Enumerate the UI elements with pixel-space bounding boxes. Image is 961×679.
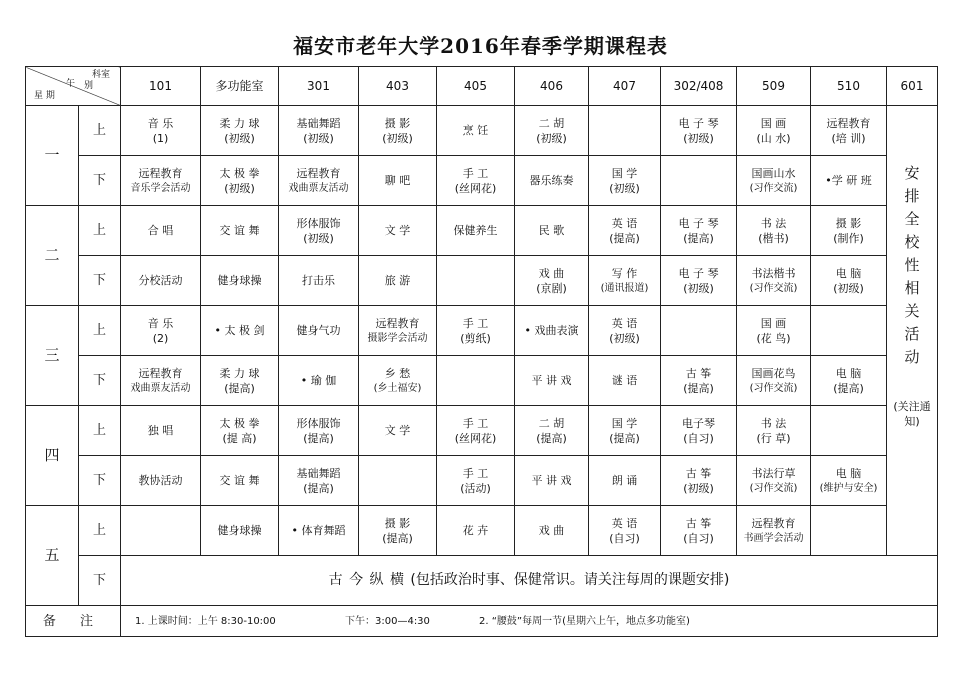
course-name: 独 唱: [147, 424, 174, 437]
course-name: 器乐练奏: [529, 174, 574, 187]
course-cell: [515, 456, 589, 506]
course-detail: 摄影学会活动: [367, 332, 428, 344]
course-cell: [589, 256, 661, 306]
note-drum-class: 2. “腰鼓”每周一节(星期六上午，地点多功能室): [479, 615, 690, 627]
course-name: • 太 极 剑: [214, 324, 265, 337]
notes-label: 备 注: [26, 606, 121, 637]
course-name: 基础舞蹈: [296, 116, 341, 130]
course-cell: [437, 356, 515, 406]
course-name: 二 胡: [538, 116, 565, 130]
course-name: 电 脑: [835, 466, 862, 480]
course-name: 书法行草: [751, 466, 796, 480]
course-cell: [359, 306, 437, 356]
weekday-cell: 三: [26, 306, 79, 406]
course-cell: [515, 156, 589, 206]
corner-separator-label: 别: [84, 81, 94, 91]
course-name: 文 学: [384, 224, 411, 237]
course-name: 太 极 拳: [219, 416, 260, 430]
course-name: 国 画: [760, 116, 787, 130]
course-cell: [359, 106, 437, 156]
course-cell: [279, 356, 359, 406]
schedule-row: [26, 556, 938, 606]
half-day-cell: 上: [79, 406, 121, 456]
course-cell: [811, 406, 887, 456]
course-cell: [279, 206, 359, 256]
course-cell: [661, 206, 737, 256]
course-name: 摄 影: [384, 516, 411, 530]
half-day-cell: 下: [79, 556, 121, 606]
schedule-row: [26, 206, 938, 256]
course-name: 乡 愁: [384, 366, 411, 380]
course-name: 手 工: [462, 416, 489, 430]
notes-cell: [121, 606, 938, 637]
course-cell: [359, 456, 437, 506]
course-name: 花 卉: [462, 524, 489, 537]
course-name: 英 语: [611, 516, 638, 530]
course-name: 电 子 琴: [678, 216, 719, 230]
course-name: 书 法: [760, 216, 787, 230]
course-cell: [661, 256, 737, 306]
course-name: 国画花鸟: [751, 366, 796, 380]
note-afternoon-time: 下午：3:00—4:30: [345, 615, 430, 627]
course-name: 分校活动: [138, 274, 183, 287]
course-name: 电 子 琴: [678, 116, 719, 130]
course-name: 书 法: [760, 416, 787, 430]
course-name: 国 学: [611, 416, 638, 430]
course-cell: [589, 306, 661, 356]
schedule-row: [26, 106, 938, 156]
corner-classroom-label: 科室: [91, 70, 110, 80]
course-cell: [661, 456, 737, 506]
course-cell: [515, 206, 589, 256]
schedule-row: [26, 456, 938, 506]
course-name: 电 子 琴: [678, 266, 719, 280]
course-cell: [589, 156, 661, 206]
course-cell: [811, 156, 887, 206]
course-name: 手 工: [462, 166, 489, 180]
header-row: [26, 67, 938, 106]
course-name: 打击乐: [302, 274, 335, 287]
course-cell: [121, 306, 201, 356]
room-header: 509: [737, 67, 811, 106]
course-detail: (提 高): [222, 431, 257, 445]
course-cell: [437, 456, 515, 506]
course-detail: (京剧): [536, 281, 567, 295]
course-cell: [811, 356, 887, 406]
course-detail: (初级): [536, 131, 567, 145]
course-cell: [737, 156, 811, 206]
room-header: 406: [515, 67, 589, 106]
course-name: 国画山水: [751, 166, 796, 180]
header-corner-cell: [26, 67, 121, 106]
course-name: 朗 诵: [611, 474, 638, 487]
course-name: 远程教育: [751, 516, 796, 530]
course-name: 旅 游: [384, 274, 411, 287]
course-cell: [737, 256, 811, 306]
course-cell: [589, 506, 661, 556]
course-detail: (初级): [303, 131, 334, 145]
course-name: 平 讲 戏: [531, 374, 572, 387]
course-name: 古 筝: [685, 516, 712, 530]
course-detail: (丝网花): [454, 181, 497, 195]
course-name: 摄 影: [384, 116, 411, 130]
schedule-row: [26, 256, 938, 306]
course-detail: (培 训): [831, 131, 866, 145]
course-cell: [121, 256, 201, 306]
course-cell: [589, 206, 661, 256]
course-cell: [121, 206, 201, 256]
course-detail: (1): [152, 131, 169, 145]
schedule-row: [26, 356, 938, 406]
notes-row: [26, 606, 938, 637]
half-day-cell: 上: [79, 206, 121, 256]
course-name: 书法楷书: [751, 266, 796, 280]
course-detail: (初级): [303, 231, 334, 245]
room-header: 601: [887, 67, 938, 106]
course-name: 交 谊 舞: [219, 224, 260, 237]
course-name: 古 筝: [685, 466, 712, 480]
course-name: • 体育舞蹈: [291, 524, 346, 537]
course-name: • 戏曲表演: [524, 324, 579, 337]
half-day-cell: 上: [79, 306, 121, 356]
course-name: 戏 曲: [538, 266, 565, 280]
course-cell: [437, 256, 515, 306]
course-cell: [121, 356, 201, 406]
course-detail: (自习): [683, 531, 714, 545]
course-cell: [359, 256, 437, 306]
course-cell: [201, 106, 279, 156]
course-cell: [437, 306, 515, 356]
room-header: 510: [811, 67, 887, 106]
course-detail: (初级): [683, 281, 714, 295]
course-cell: [121, 506, 201, 556]
course-name: 远程教育: [296, 166, 341, 180]
course-name: 教协活动: [138, 474, 183, 487]
course-detail: (楷书): [758, 231, 789, 245]
course-cell: [661, 106, 737, 156]
course-cell: [661, 406, 737, 456]
course-name: 健身球操: [217, 524, 262, 537]
course-name: 手 工: [462, 316, 489, 330]
course-cell: [811, 506, 887, 556]
course-name: 谜 语: [611, 374, 638, 387]
schedule-row: [26, 406, 938, 456]
course-name: 戏 曲: [538, 524, 565, 537]
course-cell: [515, 256, 589, 306]
course-detail: (维护与安全): [819, 482, 878, 494]
course-detail: (初级): [224, 181, 255, 195]
course-cell: [589, 106, 661, 156]
weekly-lecture-cell: 古 今 纵 横 (包括政治时事、保健常识。请关注每周的课题安排): [121, 556, 938, 606]
course-detail: 音乐学会活动: [130, 182, 191, 194]
course-detail: (提高): [303, 481, 334, 495]
course-detail: (行 草): [756, 431, 791, 445]
course-detail: 戏曲票友活动: [288, 182, 349, 194]
course-cell: [811, 256, 887, 306]
room-header: 403: [359, 67, 437, 106]
course-detail: (习作交流): [749, 382, 798, 394]
course-name: 写 作: [611, 266, 638, 280]
course-detail: (提高): [536, 431, 567, 445]
course-cell: [201, 156, 279, 206]
course-cell: [737, 106, 811, 156]
course-cell: [737, 456, 811, 506]
course-name: 平 讲 戏: [531, 474, 572, 487]
course-cell: [811, 206, 887, 256]
corner-noon-label: 午: [66, 79, 76, 89]
course-detail: (花 鸟): [756, 331, 791, 345]
course-detail: (2): [152, 331, 169, 345]
course-cell: [201, 206, 279, 256]
half-day-cell: 下: [79, 456, 121, 506]
school-activities-text: 安排全校性相关活动: [904, 164, 920, 366]
course-cell: [737, 406, 811, 456]
course-name: 保健养生: [453, 224, 498, 237]
weekday-cell: 四: [26, 406, 79, 506]
course-cell: [359, 156, 437, 206]
half-day-cell: 上: [79, 506, 121, 556]
course-cell: [201, 306, 279, 356]
course-cell: [359, 206, 437, 256]
course-cell: [661, 156, 737, 206]
course-cell: [737, 206, 811, 256]
course-name: 国 学: [611, 166, 638, 180]
course-cell: [589, 406, 661, 456]
course-cell: [437, 156, 515, 206]
course-cell: [359, 506, 437, 556]
course-detail: (初级): [224, 131, 255, 145]
course-cell: [121, 456, 201, 506]
course-cell: [589, 456, 661, 506]
course-detail: 书画学会活动: [743, 532, 804, 544]
course-cell: [515, 106, 589, 156]
course-cell: [515, 506, 589, 556]
room-header: 多功能室: [201, 67, 279, 106]
course-name: 远程教育: [138, 166, 183, 180]
course-detail: (初级): [382, 131, 413, 145]
course-detail: (提高): [609, 231, 640, 245]
course-name: 远程教育: [138, 366, 183, 380]
course-cell: [811, 106, 887, 156]
half-day-cell: 上: [79, 106, 121, 156]
course-cell: [811, 456, 887, 506]
course-cell: [201, 256, 279, 306]
course-name: 古 筝: [685, 366, 712, 380]
course-name: 柔 力 球: [219, 366, 260, 380]
course-detail: (活动): [460, 481, 491, 495]
course-name: 基础舞蹈: [296, 466, 341, 480]
course-name: 柔 力 球: [219, 116, 260, 130]
course-detail: (初级): [833, 281, 864, 295]
course-detail: (初级): [609, 181, 640, 195]
school-activities-column: [887, 106, 938, 556]
course-cell: [359, 406, 437, 456]
course-name: 电 脑: [835, 266, 862, 280]
course-detail: (提高): [382, 531, 413, 545]
course-name: 音 乐: [147, 316, 174, 330]
note-class-time: 1. 上课时间：上午 8:30-10:00: [135, 615, 276, 627]
schedule-row: [26, 506, 938, 556]
course-cell: [437, 206, 515, 256]
course-detail: (丝网花): [454, 431, 497, 445]
course-cell: [121, 106, 201, 156]
course-name: • 瑜 伽: [300, 374, 337, 387]
course-detail: (自习): [609, 531, 640, 545]
course-detail: 戏曲票友活动: [130, 382, 191, 394]
course-detail: (制作): [833, 231, 864, 245]
course-detail: (提高): [609, 431, 640, 445]
course-cell: [359, 356, 437, 406]
corner-weekday-label: 星 期: [34, 91, 55, 101]
course-name: 电 脑: [835, 366, 862, 380]
course-cell: [279, 506, 359, 556]
course-name: 民 歌: [538, 224, 565, 237]
course-detail: (习作交流): [749, 282, 798, 294]
half-day-cell: 下: [79, 356, 121, 406]
course-name: 文 学: [384, 424, 411, 437]
course-name: 交 谊 舞: [219, 474, 260, 487]
course-name: 二 胡: [538, 416, 565, 430]
course-name: 远程教育: [826, 116, 871, 130]
course-detail: (提高): [224, 381, 255, 395]
course-cell: [279, 256, 359, 306]
course-detail: (初级): [683, 131, 714, 145]
course-name: 音 乐: [147, 116, 174, 130]
half-day-cell: 下: [79, 156, 121, 206]
schedule-table: [25, 66, 938, 637]
course-detail: (初级): [609, 331, 640, 345]
weekday-cell: 一: [26, 106, 79, 206]
course-detail: (提高): [683, 381, 714, 395]
course-detail: (山 水): [756, 131, 791, 145]
course-cell: [661, 306, 737, 356]
course-cell: [121, 406, 201, 456]
room-header: 407: [589, 67, 661, 106]
course-cell: [279, 306, 359, 356]
course-cell: [515, 356, 589, 406]
course-name: 烹 饪: [462, 124, 489, 137]
course-name: 形体服饰: [296, 216, 341, 230]
course-cell: [279, 406, 359, 456]
course-cell: [201, 456, 279, 506]
course-cell: [437, 106, 515, 156]
course-detail: (乡土福安): [373, 382, 422, 394]
course-cell: [661, 506, 737, 556]
course-cell: [589, 356, 661, 406]
course-cell: [437, 506, 515, 556]
course-cell: [515, 406, 589, 456]
school-activities-note: (关注通知): [893, 400, 931, 428]
course-cell: [515, 306, 589, 356]
course-cell: [201, 356, 279, 406]
course-detail: (提高): [833, 381, 864, 395]
course-name: 远程教育: [375, 316, 420, 330]
course-cell: [121, 156, 201, 206]
schedule-row: [26, 156, 938, 206]
course-cell: [737, 306, 811, 356]
course-cell: [201, 506, 279, 556]
course-cell: [201, 406, 279, 456]
course-name: 手 工: [462, 466, 489, 480]
course-cell: [661, 356, 737, 406]
course-name: 英 语: [611, 216, 638, 230]
course-name: 摄 影: [835, 216, 862, 230]
course-detail: (提高): [683, 231, 714, 245]
course-name: 国 画: [760, 316, 787, 330]
schedule-row: [26, 306, 938, 356]
room-header: 101: [121, 67, 201, 106]
course-name: 健身气功: [296, 324, 341, 337]
course-cell: [279, 106, 359, 156]
course-name: 健身球操: [217, 274, 262, 287]
course-detail: (剪纸): [460, 331, 491, 345]
course-cell: [437, 406, 515, 456]
course-cell: [737, 356, 811, 406]
course-name: •学 研 班: [825, 174, 872, 187]
course-detail: (提高): [303, 431, 334, 445]
room-header: 301: [279, 67, 359, 106]
course-detail: (通讯报道): [600, 282, 649, 294]
course-detail: (自习): [683, 431, 714, 445]
course-cell: [279, 456, 359, 506]
course-cell: [811, 306, 887, 356]
room-header: 405: [437, 67, 515, 106]
course-name: 电子琴: [682, 416, 715, 430]
course-cell: [279, 156, 359, 206]
half-day-cell: 下: [79, 256, 121, 306]
page-title: 福安市老年大学2016年春季学期课程表: [293, 34, 668, 58]
weekday-cell: 二: [26, 206, 79, 306]
course-name: 形体服饰: [296, 416, 341, 430]
course-detail: (习作交流): [749, 182, 798, 194]
course-name: 合 唱: [147, 224, 174, 237]
course-name: 英 语: [611, 316, 638, 330]
course-detail: (习作交流): [749, 482, 798, 494]
room-header: 302/408: [661, 67, 737, 106]
weekday-cell: 五: [26, 506, 79, 606]
course-name: 太 极 拳: [219, 166, 260, 180]
course-cell: [737, 506, 811, 556]
course-name: 聊 吧: [384, 174, 411, 187]
course-detail: (初级): [683, 481, 714, 495]
